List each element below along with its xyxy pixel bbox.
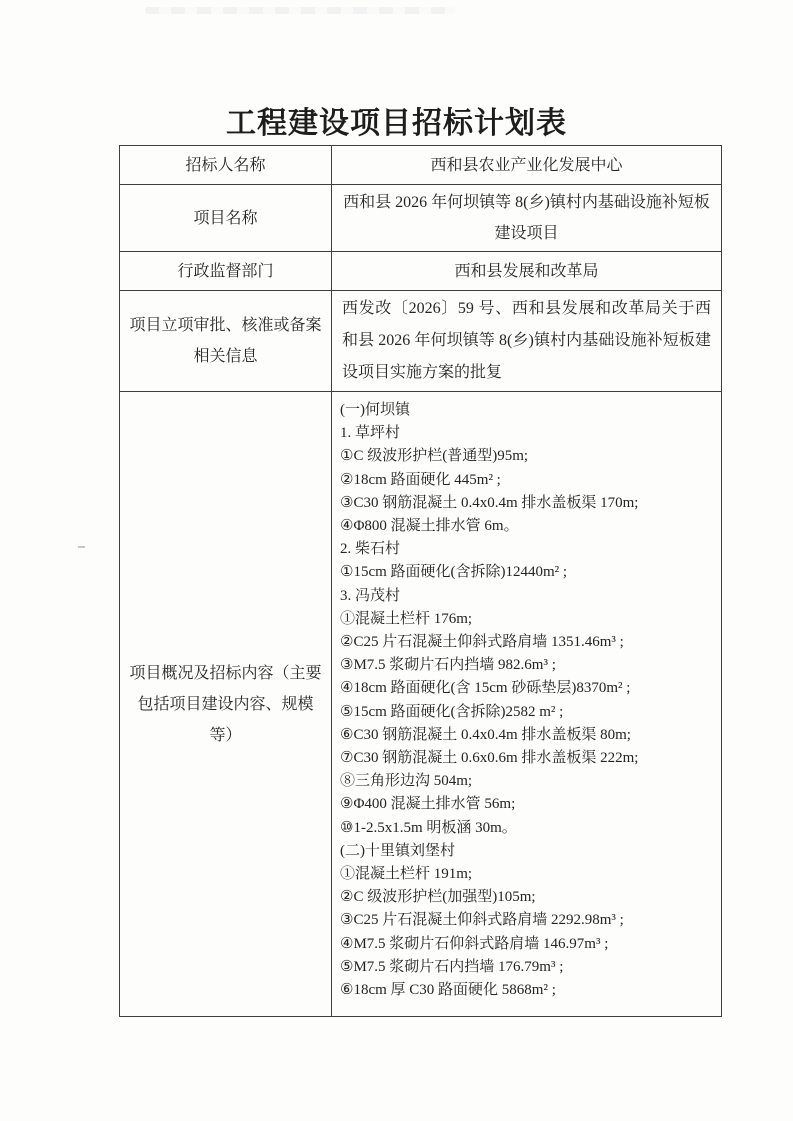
content-line: ③C30 钢筋混凝土 0.4x0.4m 排水盖板渠 170m; <box>340 494 639 511</box>
content-line: ②18cm 路面硬化 445m² ; <box>340 471 501 488</box>
project-overview-label: 项目概况及招标内容（主要包括项目建设内容、规模等） <box>120 392 332 1017</box>
content-line: ⑩1-2.5x1.5m 明板涵 30m。 <box>340 819 517 836</box>
content-line: ③C25 片石混凝土仰斜式路肩墙 2292.98m³ ; <box>340 912 624 929</box>
content-line: ⑧三角形边沟 504m; <box>340 773 473 790</box>
content-line: ⑦C30 钢筋混凝土 0.6x0.6m 排水盖板渠 222m; <box>340 750 639 767</box>
bidder-name-label: 招标人名称 <box>120 146 332 185</box>
content-line: 3. 冯茂村 <box>340 587 401 604</box>
scan-artifact-smudge <box>145 7 455 14</box>
content-line: ④M7.5 浆砌片石仰斜式路肩墙 146.97m³ ; <box>340 935 609 952</box>
content-line: 1. 草坪村 <box>340 425 401 442</box>
content-line: ①混凝土栏杆 176m; <box>340 610 473 627</box>
approval-info-label: 项目立项审批、核准或备案相关信息 <box>120 291 332 392</box>
table-row-project-name <box>120 185 722 252</box>
content-line: ⑤15cm 路面硬化(含拆除)2582 m² ; <box>340 703 564 720</box>
scan-artifact-speck <box>78 546 85 548</box>
content-line: ⑥C30 钢筋混凝土 0.4x0.4m 排水盖板渠 80m; <box>340 726 631 743</box>
content-line: ②C25 片石混凝土仰斜式路肩墙 1351.46m³ ; <box>340 634 624 651</box>
project-name-value: 西和县 2026 年何坝镇等 8(乡)镇村内基础设施补短板建设项目 <box>332 185 722 252</box>
table-row-approval-info <box>120 291 722 392</box>
supervision-department-label: 行政监督部门 <box>120 252 332 291</box>
supervision-department-value: 西和县发展和改革局 <box>332 252 722 291</box>
content-line: (一)何坝镇 <box>340 402 410 418</box>
content-line: ⑤M7.5 浆砌片石内挡墙 176.79m³ ; <box>340 958 564 975</box>
content-line: ④Φ800 混凝土排水管 6m。 <box>340 518 519 535</box>
content-line: ④18cm 路面硬化(含 15cm 砂砾垫层)8370m² ; <box>340 680 631 697</box>
approval-info-value: 西发改〔2026〕59 号、西和县发展和改革局关于西和县 2026 年何坝镇等 8(乡)镇村内基础设施补短板建设项目实施方案的批复 <box>342 300 711 381</box>
table-row-bidder-name <box>120 146 722 185</box>
content-line: ②C 级波形护栏(加强型)105m; <box>340 889 536 906</box>
content-line: ①混凝土栏杆 191m; <box>340 866 473 883</box>
document-title: 工程建设项目招标计划表 <box>226 107 567 140</box>
content-line: ⑥18cm 厚 C30 路面硬化 5868m² ; <box>340 982 556 999</box>
table-row-project-overview <box>120 392 722 1017</box>
project-name-label: 项目名称 <box>120 185 332 252</box>
content-line: ⑨Φ400 混凝土排水管 56m; <box>340 796 516 813</box>
content-line: 2. 柴石村 <box>340 541 401 558</box>
table-row-supervision-department <box>120 252 722 291</box>
content-line: ①15cm 路面硬化(含拆除)12440m² ; <box>340 564 568 581</box>
content-line: ①C 级波形护栏(普通型)95m; <box>340 448 529 465</box>
bidding-plan-table <box>119 145 722 1017</box>
project-overview-lines <box>340 399 715 1002</box>
content-line: ③M7.5 浆砌片石内挡墙 982.6m³ ; <box>340 657 556 674</box>
content-line: (二)十里镇刘堡村 <box>340 842 455 859</box>
bidder-name-value: 西和县农业产业化发展中心 <box>332 146 722 185</box>
